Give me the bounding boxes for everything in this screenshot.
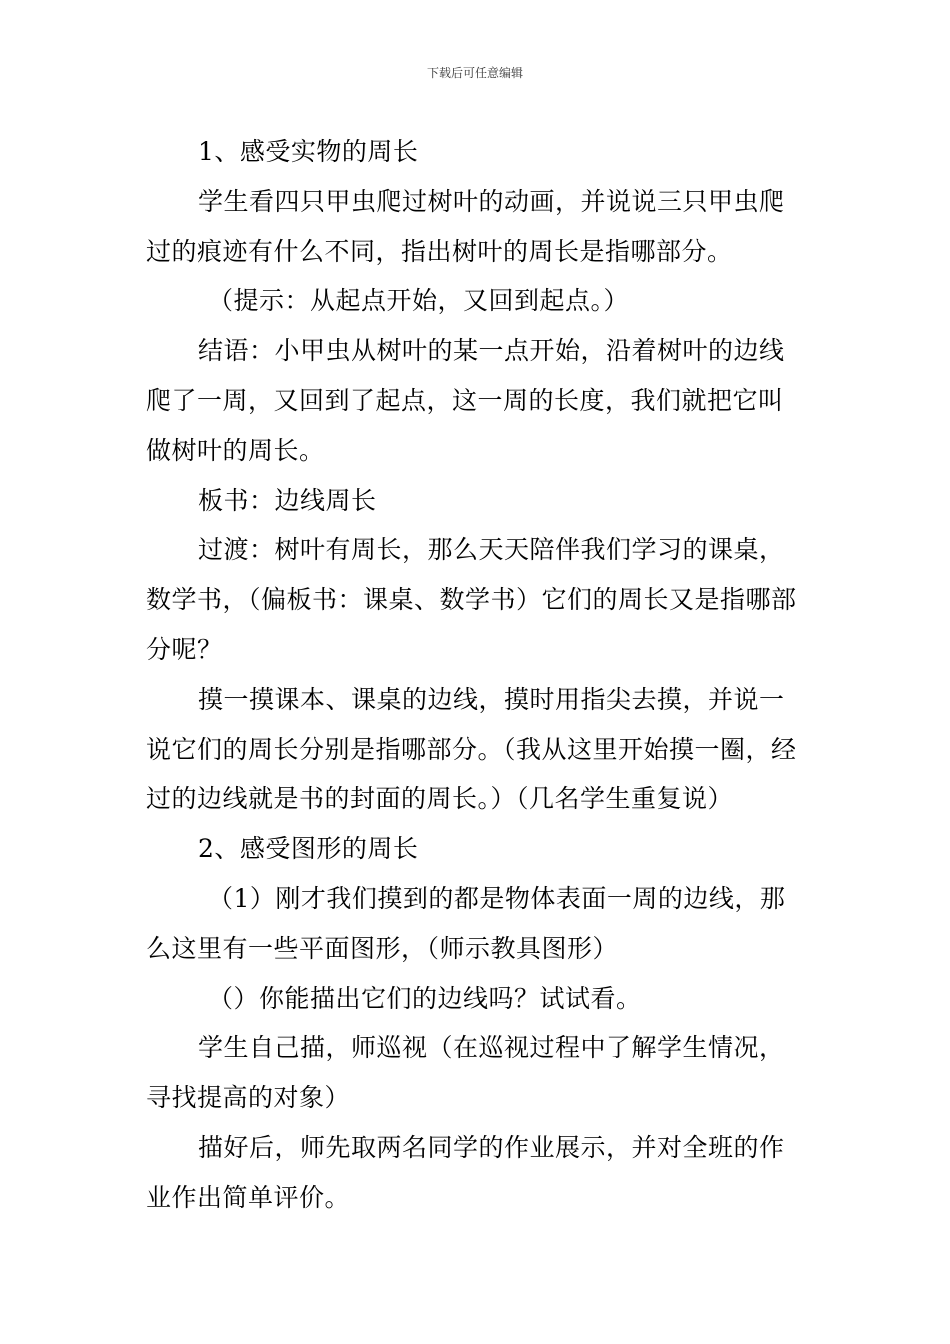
paragraph: （1）刚才我们摸到的都是物体表面一周的边线，那么这里有一些平面图形，（师示教具图形） bbox=[146, 883, 786, 963]
board-note: 板书：边线周长 bbox=[198, 485, 377, 515]
paragraph: （）你能描出它们的边线吗？试试看。 bbox=[208, 983, 642, 1013]
section-heading-1: 1、感受实物的周长 bbox=[198, 137, 419, 166]
section-heading-2: 2、感受图形的周长 bbox=[198, 834, 419, 864]
paragraph: 过渡：树叶有周长，那么天天陪伴我们学习的课桌，数学书，（偏板书：课桌、数学书）它们的周长又是指哪部分呢？ bbox=[146, 535, 797, 664]
hint-paragraph: （提示：从起点开始，又回到起点。） bbox=[208, 286, 630, 316]
paragraph: 结语：小甲虫从树叶的某一点开始，沿着树叶的边线爬了一周，又回到了起点，这一周的长度，我们就把它叫做树叶的周长。 bbox=[146, 336, 785, 465]
paragraph: 学生看四只甲虫爬过树叶的动画，并说说三只甲虫爬过的痕迹有什么不同，指出树叶的周长是指哪部分。 bbox=[146, 186, 785, 266]
document-body bbox=[146, 127, 808, 1223]
paragraph: 描好后，师先取两名同学的作业展示，并对全班的作业作出简单评价。 bbox=[146, 1132, 785, 1212]
paragraph: 摸一摸课本、课桌的边线，摸时用指尖去摸，并说一说它们的周长分别是指哪部分。（我从这里开始摸一圈，经过的边线就是书的封面的周长。）（几名学生重复说） bbox=[146, 684, 797, 814]
paragraph: 学生自己描，师巡视（在巡视过程中了解学生情况，寻找提高的对象） bbox=[146, 1033, 785, 1113]
page-header: 下载后可任意编辑 bbox=[426, 66, 523, 80]
